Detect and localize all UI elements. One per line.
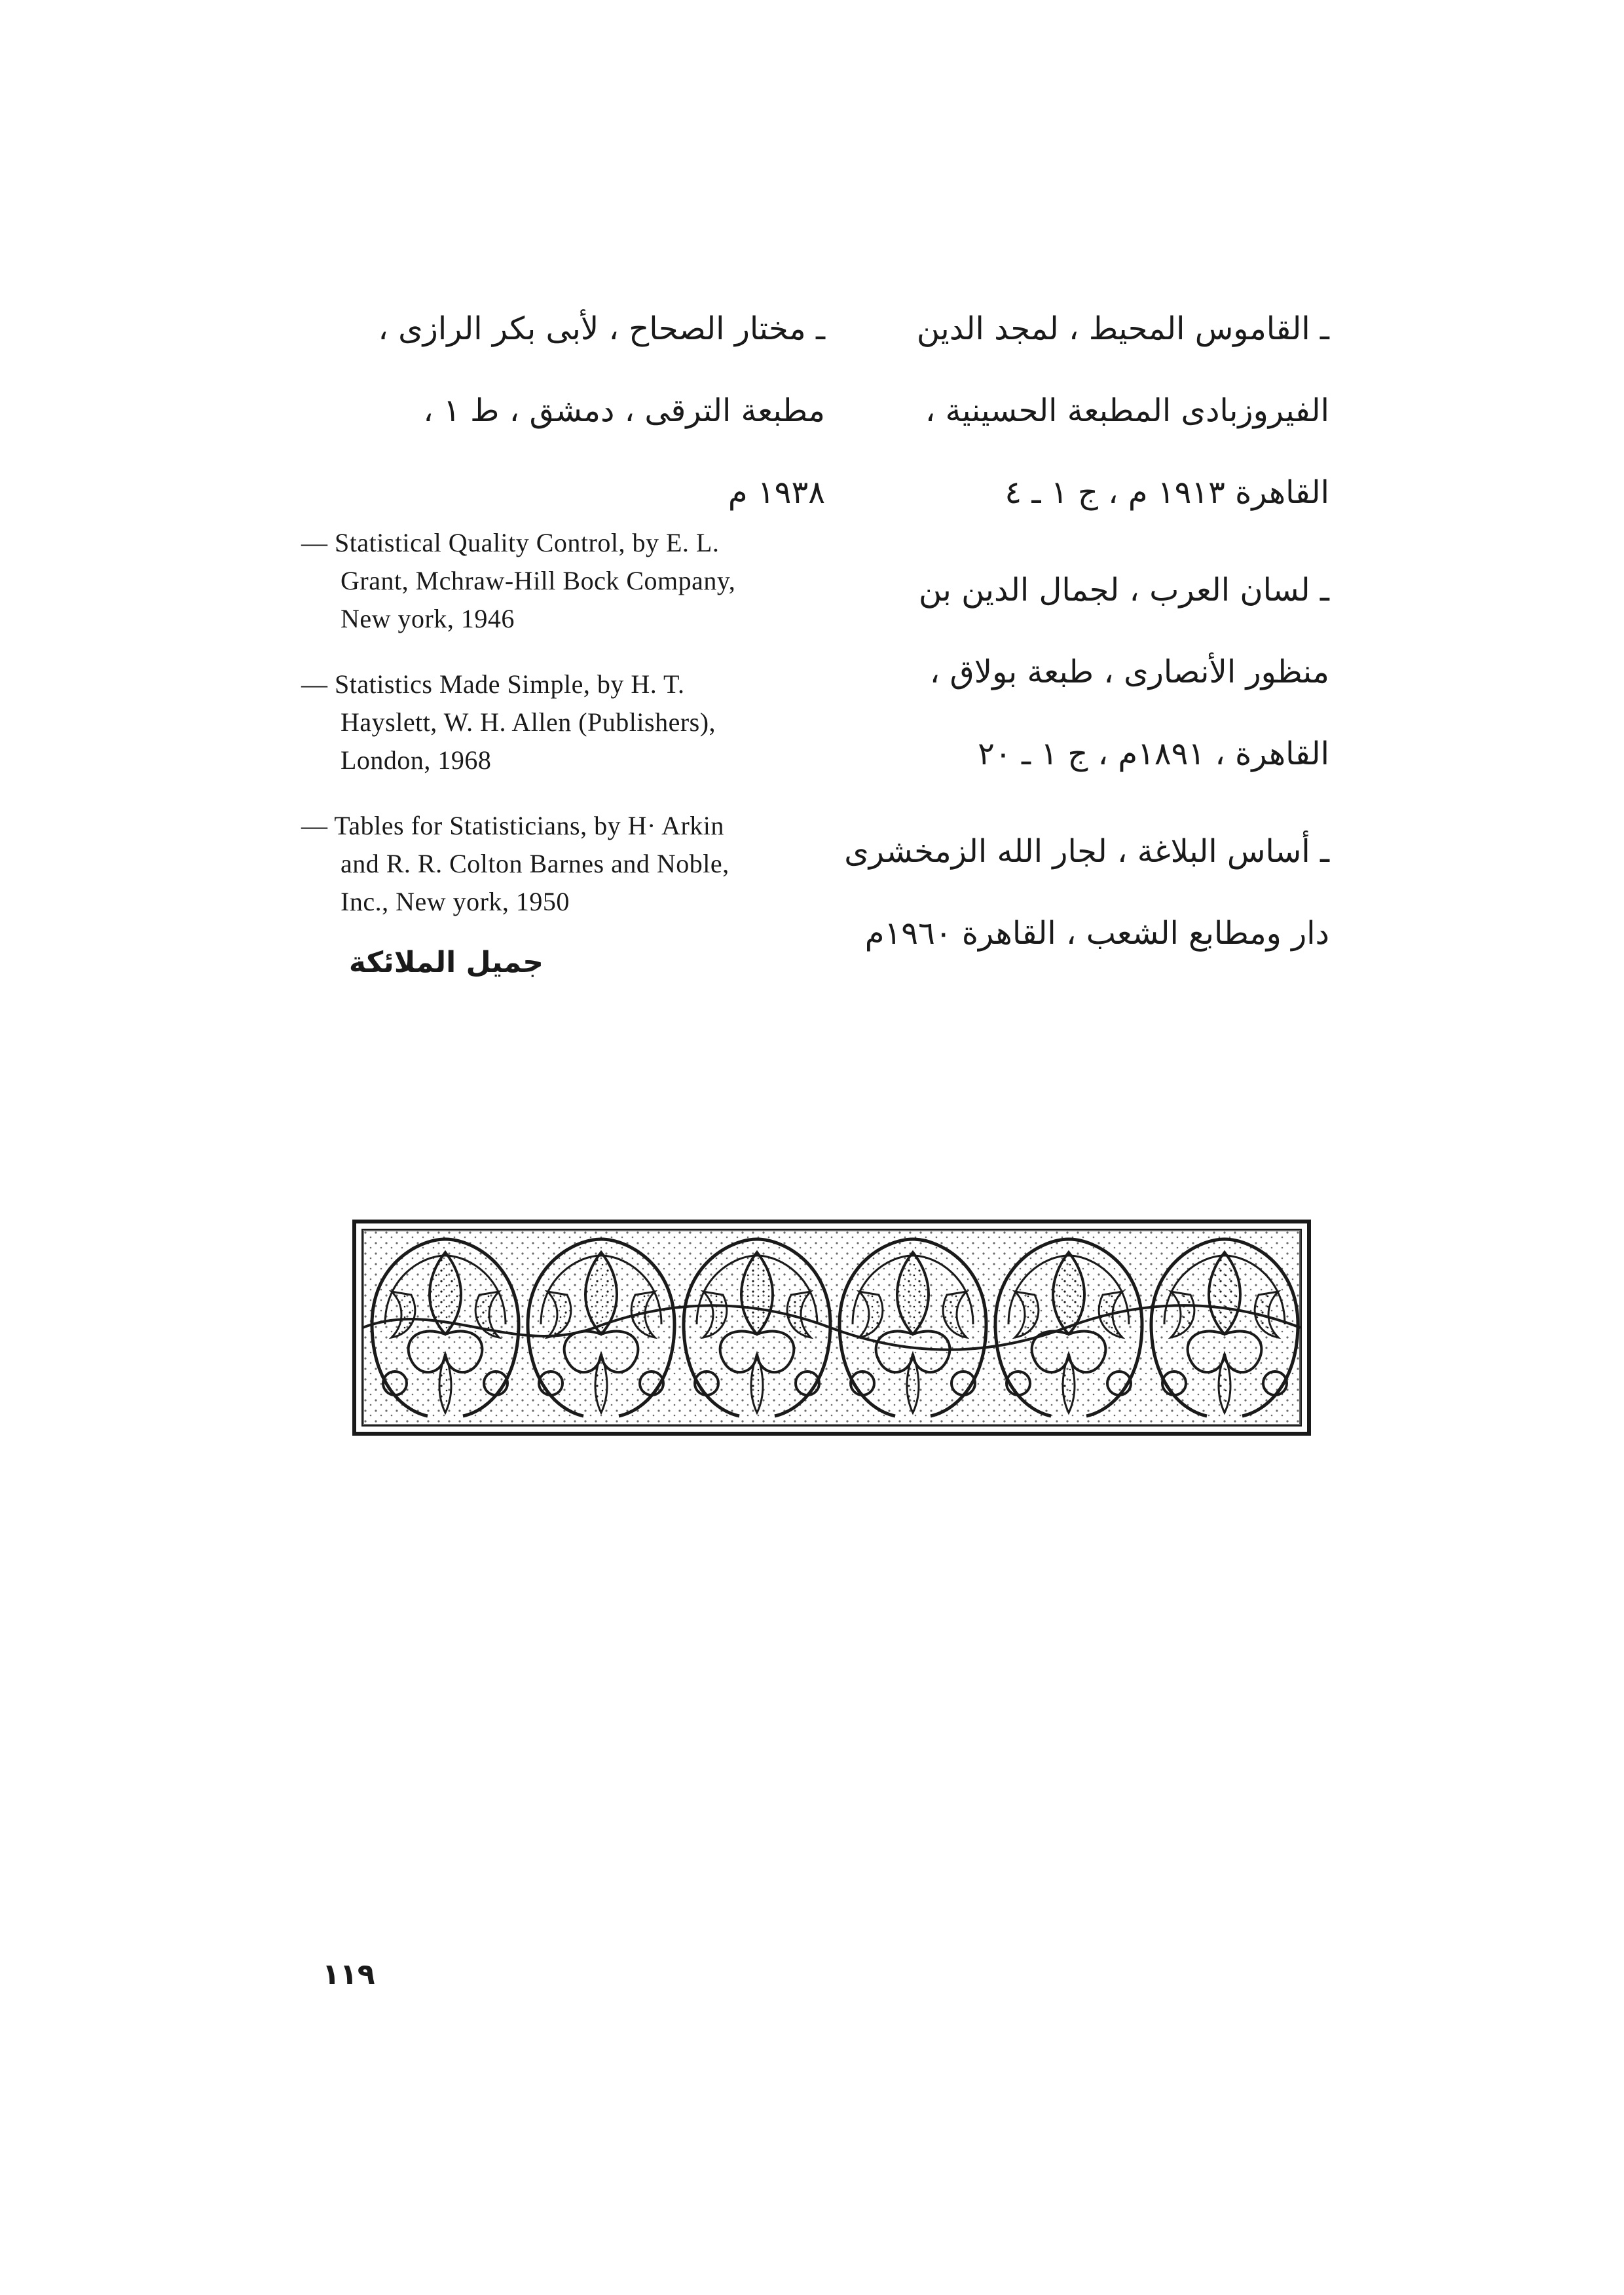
- reference-line: London, 1968: [341, 745, 492, 775]
- arabic-references-right-column: [844, 288, 1329, 990]
- reference-line: دار ومطابع الشعب ، القاهرة ١٩٦٠م: [864, 915, 1329, 952]
- reference-line: الفيروزبادى المطبعة الحسينية ،: [925, 392, 1329, 429]
- reference-line: مطبعة الترقى ، دمشق ، ط ١ ،: [423, 392, 825, 429]
- reference-line: New york, 1946: [341, 604, 515, 633]
- reference-entry-tables-for-statisticians: [301, 807, 812, 921]
- reference-line: ـ القاموس المحيط ، لمجد الدين: [916, 310, 1329, 347]
- reference-entry-quality-control: [301, 524, 812, 638]
- reference-line: القاهرة ١٩١٣ م ، ج ١ ـ ٤: [1005, 474, 1329, 511]
- reference-line: — Statistics Made Simple, by H. T.: [301, 669, 685, 699]
- reference-entry-mukhtar: [301, 288, 825, 534]
- reference-entry-statistics-made-simple: [301, 665, 812, 779]
- reference-entry-qamus: [858, 288, 1329, 534]
- reference-line: — Tables for Statisticians, by H· Arkin: [301, 811, 724, 840]
- reference-line: ـ لسان العرب ، لجمال الدين بن: [918, 572, 1329, 608]
- reference-line: ١٩٣٨ م: [728, 474, 825, 511]
- reference-line: ـ مختار الصحاح ، لأبى بكر الرازى ،: [378, 310, 825, 347]
- reference-line: and R. R. Colton Barnes and Noble,: [341, 849, 729, 878]
- reference-line: — Statistical Quality Control, by E. L.: [301, 528, 720, 557]
- reference-line: Inc., New york, 1950: [341, 887, 570, 916]
- arabic-references-left-column: [301, 288, 825, 550]
- reference-line: منظور الأنصارى ، طبعة بولاق ،: [929, 654, 1329, 690]
- author-signature: جميل الملائكة: [348, 946, 544, 979]
- reference-entry-lisan: [858, 550, 1329, 795]
- reference-line: Grant, Mchraw-Hill Bock Company,: [341, 566, 736, 595]
- page-number: ١١٩: [322, 1958, 375, 1991]
- reference-line: Hayslett, W. H. Allen (Publishers),: [341, 707, 716, 737]
- arabesque-ornament-icon: [352, 1220, 1311, 1436]
- reference-line: ـ أساس البلاغة ، لجار الله الزمخشرى: [844, 833, 1329, 870]
- reference-entry-asas: [844, 811, 1329, 975]
- reference-line: القاهرة ، ١٨٩١م ، ج ١ ـ ٢٠: [978, 736, 1329, 772]
- english-references-column: [301, 524, 812, 948]
